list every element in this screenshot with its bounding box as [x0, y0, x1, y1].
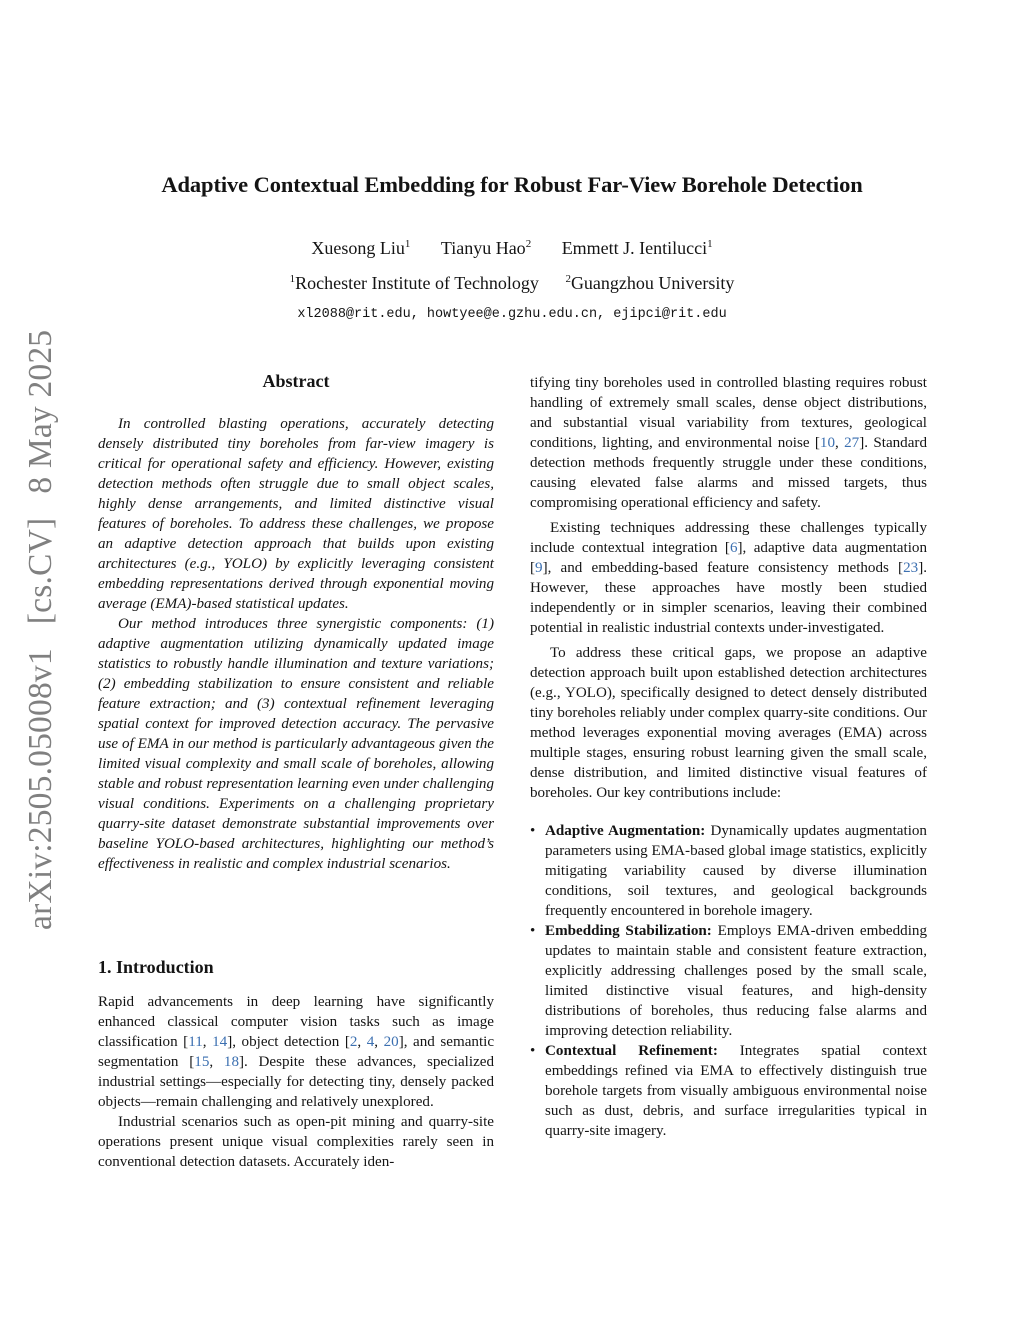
citation-link[interactable]: 10	[819, 435, 836, 451]
citation-link[interactable]: 18	[223, 1054, 239, 1070]
abstract-paragraph: In controlled blasting operations, accurately detecting densely distributed tiny boreholes from far-view imagery is critical for operational safety and efficiency. However, existing detection methods often struggle due to small object scales, highly dense arrangements, and limited distinctive visual features of boreholes. To address these challenges, we propose an adaptive detection approach that builds upon existing architectures (e.g., YOLO) by explicitly leveraging consistent embedding representations derived through exponential moving average (EMA)-based statistical updates.	[98, 416, 494, 612]
intro-paragraph: Existing techniques addressing these challenges typically include contextual integration [6], adaptive data augmentation [9], and embedding-based feature consistency methods [23]. However, these approaches have mostly been studied independently or in simpler scenarios, leaving their combined potential in realistic industrial contexts under-investigated.	[530, 520, 927, 636]
citation-link[interactable]: 27	[844, 435, 860, 451]
introduction-body-right	[530, 373, 927, 1141]
citation-link[interactable]: 9	[535, 560, 543, 576]
introduction-body-left	[98, 992, 494, 1172]
list-item: • Contextual Refinement: Integrates spatial context embeddings refined via EMA to effectively distinguish true borehole targets from visually ambiguous environmental noise such as dust, debris, and surface irregularities typical in quarry-site imagery.	[530, 1041, 927, 1141]
paper-title: Adaptive Contextual Embedding for Robust Far-View Borehole Detection	[161, 172, 863, 197]
citation-link[interactable]: 15	[194, 1054, 210, 1070]
intro-paragraph: Rapid advancements in deep learning have significantly enhanced classical computer vision tasks such as image classification [11, 14], object detection [2, 4, 20], and semantic segmentation [15, 18]. Despite these advances, specialized industrial settings—especially for detecting tiny, densely packed objects—remain challenging and relatively unexplored.	[98, 994, 495, 1110]
arxiv-stamp	[22, 306, 60, 930]
author-list	[0, 238, 1024, 259]
intro-paragraph: To address these critical gaps, we propose an adaptive detection approach built upon established detection architectures (e.g., YOLO), specifically designed to detect densely distributed tiny boreholes reliably under complex quarry-site conditions. Our method leverages exponential moving averages (EMA) across multiple stages, ensuring robust learning given the small scale, dense distribution, and limited distinctive visual features of boreholes. Our key contributions include:	[530, 645, 927, 801]
arxiv-category: [cs.CV]	[22, 517, 59, 625]
affiliation: $^2$Guangzhou University	[565, 273, 735, 293]
citation-link[interactable]: 6	[729, 540, 738, 556]
author: Xuesong Liu$^1$	[311, 238, 411, 258]
citation-link[interactable]: 14	[212, 1034, 228, 1050]
arxiv-id: arXiv:2505.05008v1	[22, 648, 59, 930]
citation-link[interactable]: 20	[383, 1034, 399, 1050]
abstract-body	[98, 414, 494, 874]
citation-link[interactable]: 11	[188, 1034, 203, 1050]
author: Emmett J. Ientilucci$^1$	[561, 238, 713, 258]
intro-paragraph-continued: tifying tiny boreholes used in controlled blasting requires robust handling of extremely small scales, dense object distributions, and substantial visual variability from textures, geological conditions, lighting, and environmental noise [10, 27]. Standard detection methods frequently struggle under these conditions, causing elevated false alarms and missed targets, thus compromising operational efficiency and safety.	[530, 375, 928, 511]
arxiv-date: 8 May 2025	[22, 329, 59, 494]
affiliation: $^1$Rochester Institute of Technology	[289, 273, 539, 293]
abstract-paragraph: Our method introduces three synergistic components: (1) adaptive augmentation utilizing dynamically updated image statistics to robustly handle illumination and texture variations; (2) embedding stabilization to ensure consistent and reliable feature extraction; and (3) contextual refinement leveraging spatial context for improved detection accuracy. The pervasive use of EMA in our method is particularly advantageous given the limited visual complexity and small scale of boreholes, allowing stable and robust representation learning even under challenging visual conditions. Experiments on a challenging proprietary quarry-site dataset demonstrate substantial improvements over baseline YOLO-based architectures, highlighting our method’s effectiveness in realistic and complex industrial scenarios.	[98, 616, 494, 872]
author-emails: xl2088@rit.edu, howtyee@e.gzhu.edu.cn, ejipci@rit.edu	[297, 307, 727, 322]
section-heading-introduction: 1. Introduction	[98, 957, 214, 977]
list-item: • Adaptive Augmentation: Dynamically updates augmentation parameters using EMA-based global image statistics, explicitly mitigating variability caused by diverse illumination conditions, soil textures, and geological backgrounds frequently encountered in borehole imagery.	[530, 821, 927, 921]
contributions-list	[530, 821, 927, 1141]
author: Tianyu Hao$^2$	[440, 238, 532, 258]
citation-link[interactable]: 4	[366, 1034, 375, 1050]
list-item: • Embedding Stabilization: Employs EMA-driven embedding updates to maintain stable and consistent feature extraction, explicitly addressing challenges posed by the small scale, limited distinctive visual features, and high-density distributions of boreholes, thus reducing false alarms and improving detection reliability.	[530, 921, 927, 1041]
citation-link[interactable]: 2	[349, 1034, 358, 1050]
abstract-heading: Abstract	[262, 371, 330, 391]
citation-link[interactable]: 23	[903, 560, 919, 576]
affiliation-list	[0, 273, 1024, 294]
intro-paragraph: Industrial scenarios such as open-pit mining and quarry-site operations present unique visual complexities rarely seen in conventional detection datasets. Accurately iden-	[98, 1114, 494, 1170]
